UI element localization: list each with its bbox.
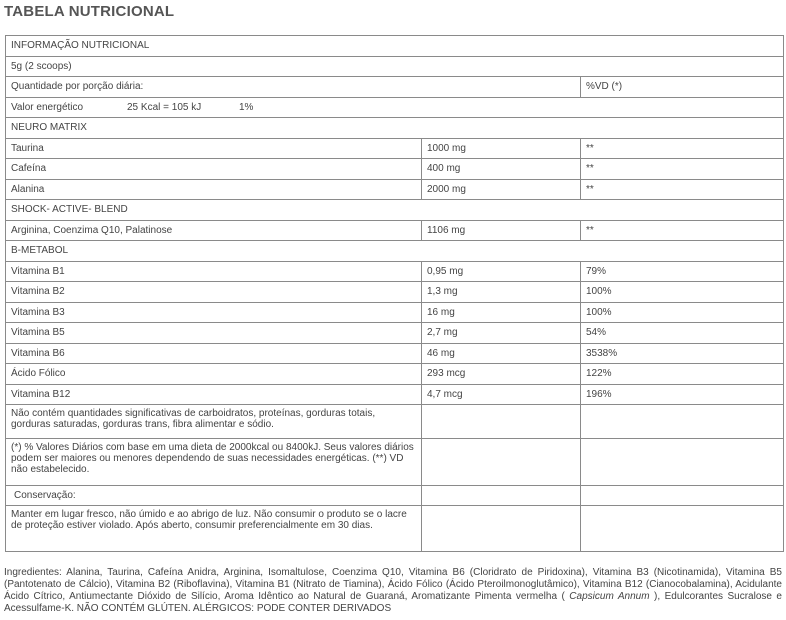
note-row [6,439,784,486]
nutrient-vd: ** [581,159,784,180]
vd-label: %VD (*) [581,77,784,98]
section-row [6,118,784,139]
nutrient-amount: 46 mg [422,343,581,364]
nutrient-amount: 1,3 mg [422,282,581,303]
empty-cell [422,486,581,506]
table-row [6,179,784,200]
nutrient-name: Arginina, Coenzima Q10, Palatinose [6,220,422,241]
serving-size: 5g (2 scoops) [6,56,784,77]
empty-cell [422,439,581,486]
empty-cell [422,506,581,552]
nutrient-vd: 196% [581,384,784,405]
table-row [6,343,784,364]
nutrient-vd: 122% [581,364,784,385]
serving-row [6,56,784,77]
ingredients-part-1: Ingredientes: Alanina, Taurina, Cafeína Anidra, Arginina, Isomaltulose, Coenzima Q10, Vitamina B6 (Cloridrato de Piridoxina), Vitamina B3 (Nicotinamida), Vitamina B5 (Pantotenato de Cálcio), Vitamina B2 (Riboflavina), Vitamina B1 (Nitrato de Tiamina), Ácido Fólico (Ácido Pteroilmonoglutâmico), Vitamina B12 (Cianocobalamina), Acidulante Ácido Cítrico, Antiumectante Dióxido de Silício, Aroma Idêntico ao Natural de Guaraná, Aromatizante Pimenta vermelha ( [4,567,782,602]
nutrient-vd: ** [581,179,784,200]
nutrient-amount: 2000 mg [422,179,581,200]
table-row [6,138,784,159]
energy-cell [6,97,784,118]
nutrient-vd: 100% [581,282,784,303]
table-header-row [6,36,784,57]
nutrient-name: Alanina [6,179,422,200]
nutrient-amount: 0,95 mg [422,261,581,282]
section-row [6,200,784,221]
empty-cell [581,439,784,486]
nutrient-name: Vitamina B2 [6,282,422,303]
note-row [6,405,784,439]
conservation-text-row [6,506,784,552]
section-title: NEURO MATRIX [6,118,784,139]
nutrient-name: Vitamina B1 [6,261,422,282]
nutrient-name: Vitamina B5 [6,323,422,344]
nutrient-name: Vitamina B3 [6,302,422,323]
note-vd: (*) % Valores Diários com base em uma dieta de 2000kcal ou 8400kJ. Seus valores diários podem ser maiores ou menores dependendo de suas necessidades energéticas. (**) VD não estabelecido. [6,439,422,486]
nutrient-amount: 1106 mg [422,220,581,241]
energy-value: 25 Kcal = 105 kJ [127,101,202,113]
nutrient-name: Ácido Fólico [6,364,422,385]
nutrient-name: Vitamina B6 [6,343,422,364]
note-nutrients: Não contém quantidades significativas de carboidratos, proteínas, gorduras totais, gorduras saturadas, gorduras trans, fibra alimentar e sódio. [6,405,422,439]
section-title: SHOCK- ACTIVE- BLEND [6,200,784,221]
table-row [6,323,784,344]
ingredients-italic: Capsicum Annum [564,591,655,602]
empty-cell [581,506,784,552]
table-row [6,220,784,241]
nutrient-vd: 100% [581,302,784,323]
energy-label: Valor energético [11,101,84,113]
energy-row [6,97,784,118]
nutrient-vd: 3538% [581,343,784,364]
nutrient-name: Vitamina B12 [6,384,422,405]
nutrition-table [5,35,784,552]
page-title: TABELA NUTRICIONAL [4,3,175,20]
nutrient-amount: 293 mcg [422,364,581,385]
table-header: INFORMAÇÃO NUTRICIONAL [6,36,784,57]
conservation-label: Conservação: [6,486,422,506]
table-row [6,364,784,385]
conservation-row [6,486,784,506]
conservation-text: Manter em lugar fresco, não úmido e ao abrigo de luz. Não consumir o produto se o lacre de proteção estiver violado. Após aberto, consumir preferencialmente em 30 dias. [6,506,422,552]
nutrient-vd: ** [581,220,784,241]
table-row [6,384,784,405]
table-row [6,159,784,180]
nutrient-amount: 4,7 mcg [422,384,581,405]
table-row [6,282,784,303]
section-row [6,241,784,262]
nutrient-name: Taurina [6,138,422,159]
nutrient-amount: 400 mg [422,159,581,180]
table-row [6,302,784,323]
nutrient-amount: 1000 mg [422,138,581,159]
nutrient-vd: ** [581,138,784,159]
nutrient-amount: 16 mg [422,302,581,323]
energy-vd: 1% [239,101,254,113]
nutrient-vd: 79% [581,261,784,282]
quantity-label: Quantidade por porção diária: [6,77,581,98]
table-row [6,261,784,282]
ingredients-part-2: ), Edulcorantes Sucralose e Acessulfame-K. NÃO CONTÉM GLÚTEN. ALÉRGICOS: PODE CONTER DERIVADOS [4,591,782,614]
empty-cell [581,405,784,439]
nutrient-amount: 2,7 mg [422,323,581,344]
section-title: B-METABOL [6,241,784,262]
nutrient-vd: 54% [581,323,784,344]
quantity-header-row [6,77,784,98]
empty-cell [422,405,581,439]
nutrient-name: Cafeína [6,159,422,180]
ingredients-text [4,567,782,615]
empty-cell [581,486,784,506]
